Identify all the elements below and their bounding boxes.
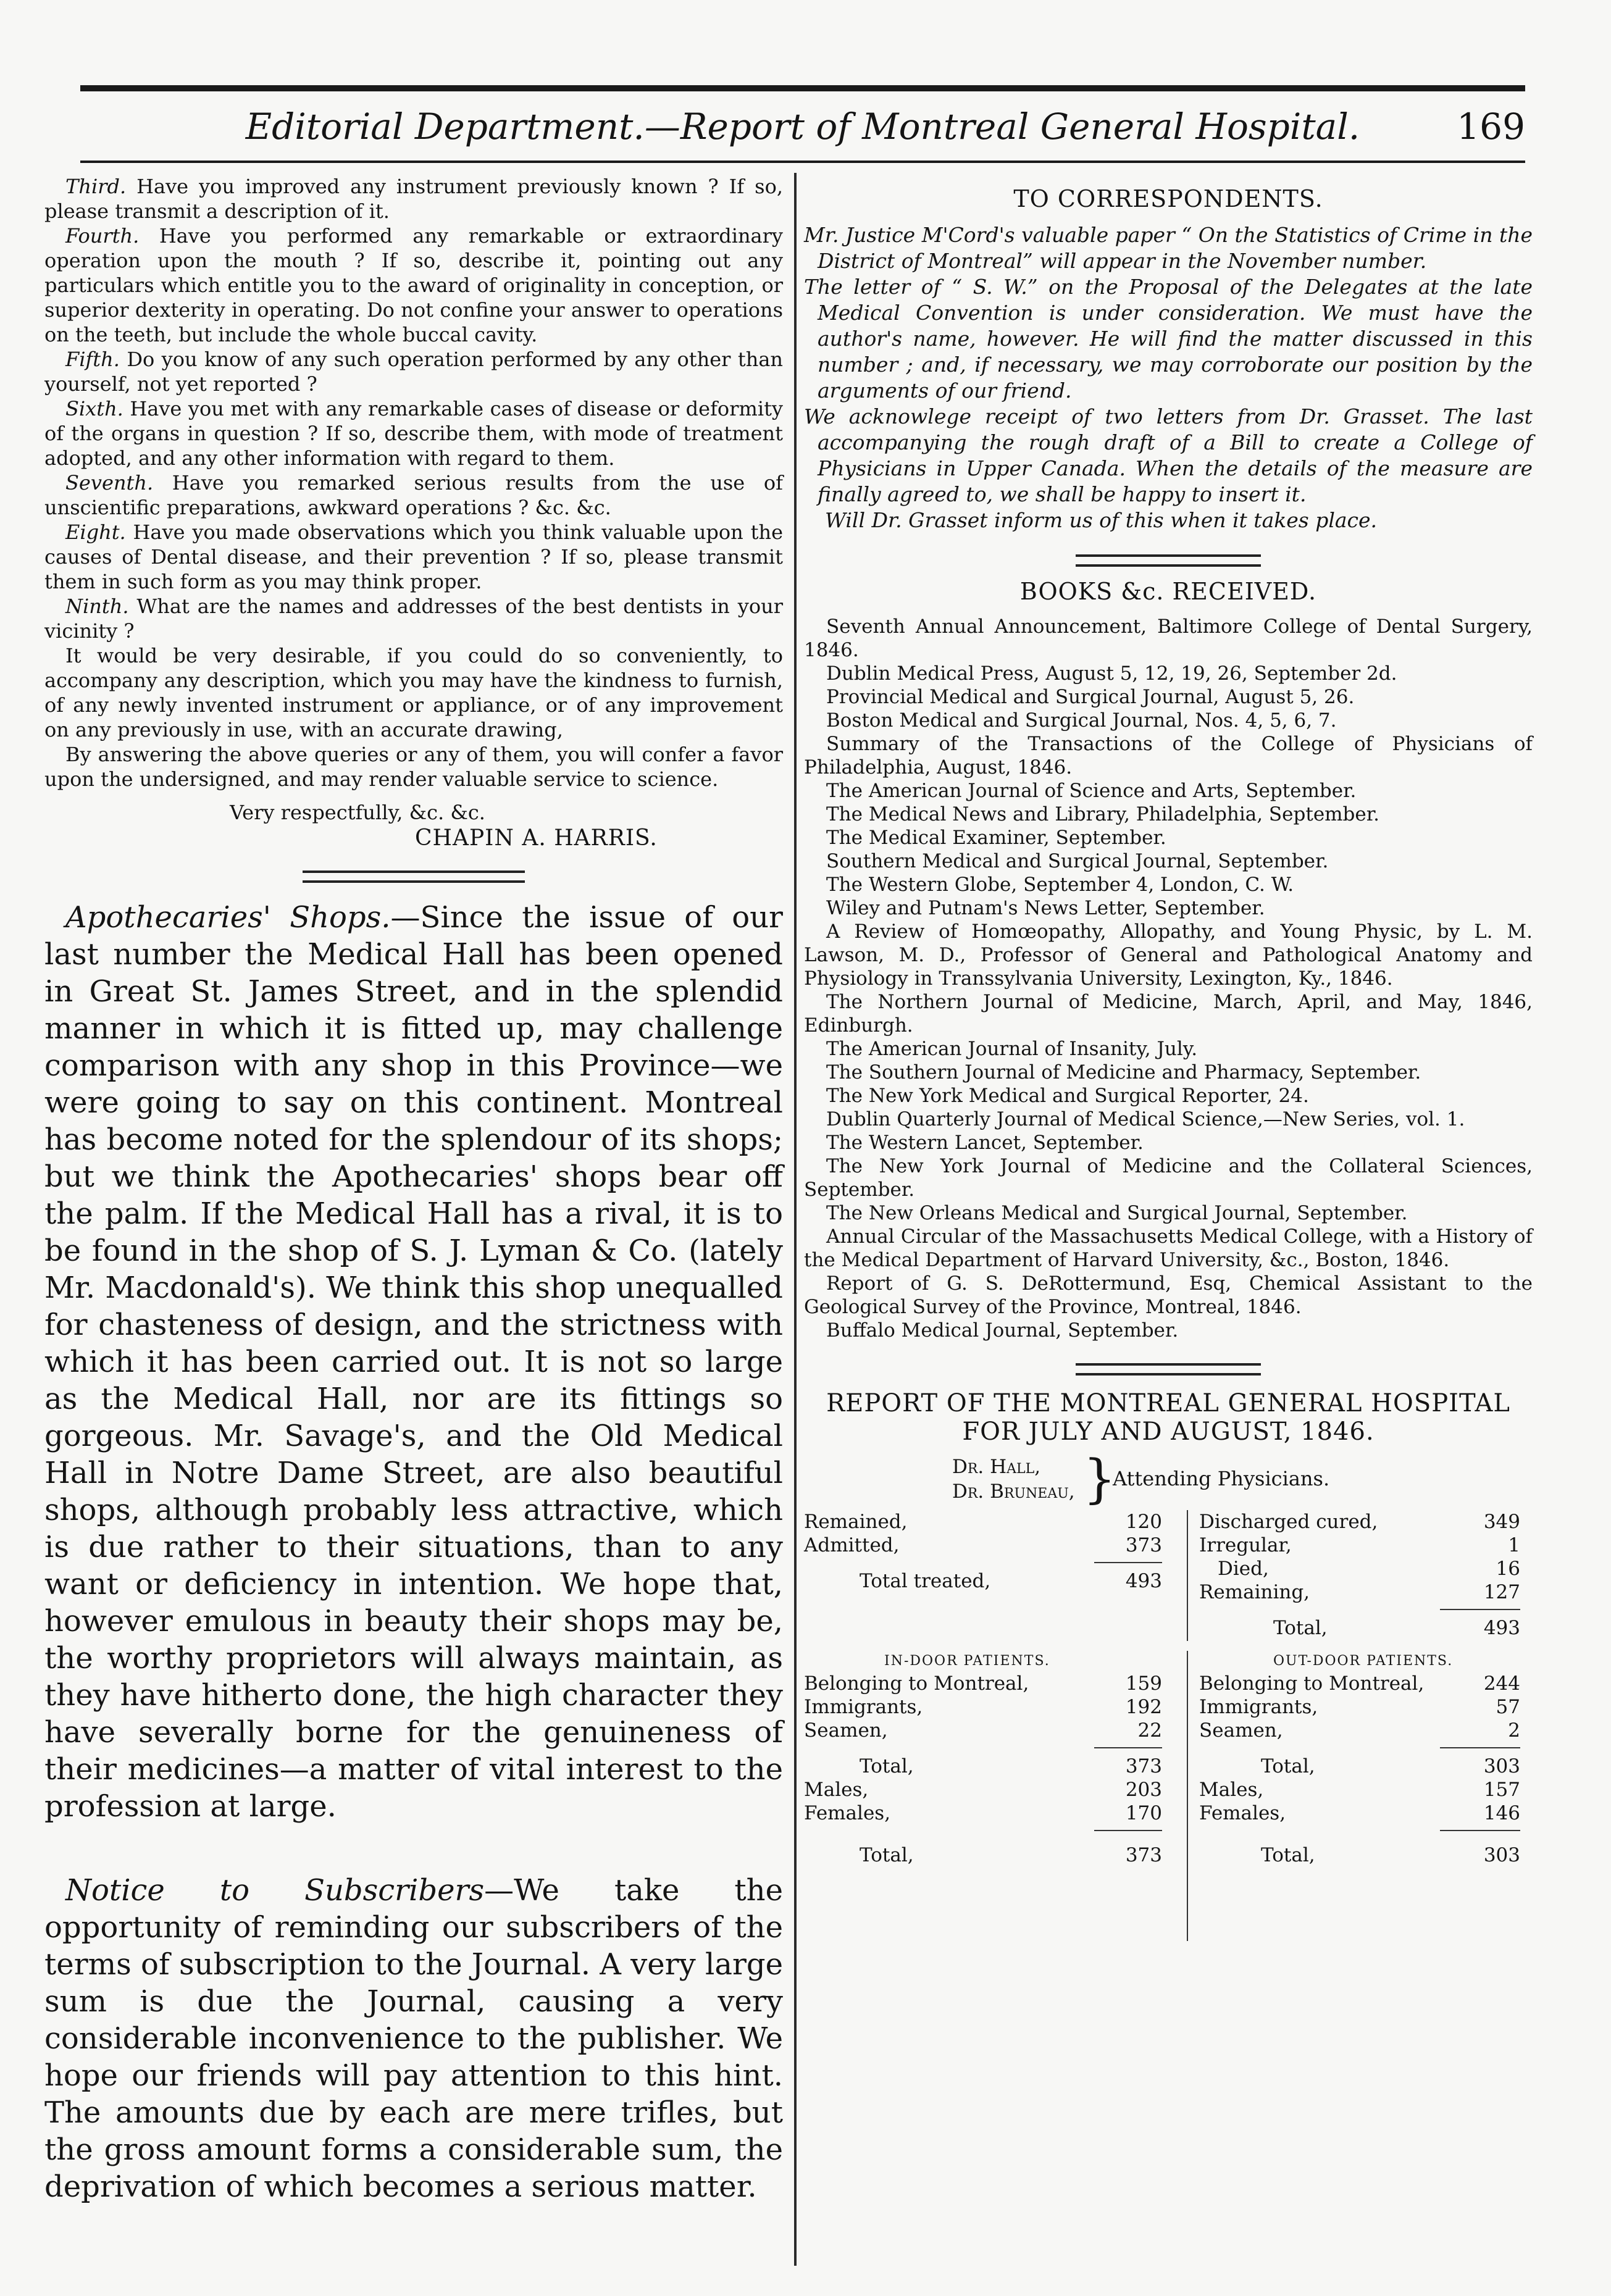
stat-row	[1199, 1778, 1533, 1801]
question-lead: Sixth.	[65, 397, 123, 420]
question-lead: Seventh.	[65, 471, 154, 495]
book-item: Seventh Annual Announcement, Baltimore College of Dental Surgery, 1846.	[804, 616, 1533, 661]
stat-value: 493	[1483, 1617, 1520, 1639]
book-item: The New York Medical and Surgical Reporter, 24.	[826, 1085, 1309, 1107]
question-text: What are the names and addresses of the best dentists in your vicinity ?	[44, 595, 783, 643]
question-ninth	[44, 594, 783, 643]
stat-value: 349	[1483, 1511, 1520, 1533]
report-title-line-2: FOR JULY AND AUGUST, 1846.	[962, 1417, 1375, 1446]
stat-value: 373	[1125, 1755, 1162, 1777]
books-received-list	[804, 615, 1533, 1342]
stat-label: Males,	[1199, 1779, 1264, 1801]
stat-label: Irregular,	[1199, 1534, 1292, 1556]
book-item: The Western Globe, September 4, London, C. W.	[826, 874, 1294, 896]
book-item: Boston Medical and Surgical Journal, Nos. 4, 5, 6, 7.	[826, 709, 1337, 732]
stat-value: 203	[1125, 1779, 1162, 1801]
question-text: Have you made observations which you think valuable upon the causes of Dental disease, and their prevention ? If so, please transmit them in such form as you may think proper.	[44, 520, 783, 593]
book-item: Southern Medical and Surgical Journal, September.	[826, 850, 1329, 872]
book-item: Report of G. S. DeRottermund, Esq, Chemical Assistant to the Geological Survey of the Province, Montreal, 1846.	[804, 1272, 1533, 1318]
question-lead: Fifth.	[65, 348, 120, 371]
book-item: Summary of the Transactions of the College of Physicians of Philadelphia, August, 1846.	[804, 733, 1533, 779]
stat-row	[804, 1778, 1174, 1801]
stat-value: 157	[1483, 1779, 1520, 1801]
question-text: Have you remarked serious results from the use of unscientific preparations, awkward operations ? &c. &c.	[44, 471, 783, 519]
indoor-heading: IN-DOOR PATIENTS.	[884, 1653, 1050, 1669]
answering-request	[44, 742, 783, 791]
book-item: The American Journal of Science and Arts, September.	[826, 780, 1357, 802]
stat-value: 2	[1508, 1719, 1520, 1742]
question-lead: Eight.	[65, 520, 126, 544]
sum-rule	[1094, 1747, 1162, 1748]
stat-value: 120	[1125, 1511, 1162, 1533]
stat-value: 57	[1496, 1696, 1520, 1718]
book-item: A Review of Homœopathy, Allopathy, and Young Physic, by L. M. Lawson, M. D., Professor of General and Pathological Anatomy and Physiology in Transsylvania University, Lexington, Ky., 1846.	[804, 920, 1533, 990]
book-item: The Northern Journal of Medicine, March, April, and May, 1846, Edinburgh.	[804, 991, 1533, 1037]
stat-row	[804, 1719, 1174, 1742]
question-lead: Ninth.	[65, 595, 129, 618]
book-item: Provincial Medical and Surgical Journal, August 5, 26.	[826, 686, 1355, 708]
stat-total-row	[1199, 1755, 1533, 1778]
section-double-rule	[303, 870, 525, 883]
stat-row	[804, 1672, 1174, 1695]
book-item: Dublin Quarterly Journal of Medical Science,—New Series, vol. 1.	[826, 1108, 1465, 1130]
stat-row	[1199, 1719, 1533, 1742]
correspondents-notes	[804, 222, 1533, 533]
question-lead: Fourth.	[65, 224, 140, 248]
stat-value: 1	[1508, 1534, 1520, 1556]
books-title: BOOKS &c. RECEIVED.	[1019, 578, 1317, 605]
letter-closing: Very respectfully, &c. &c.	[230, 801, 485, 824]
stat-label: Total,	[1261, 1844, 1315, 1866]
stat-label: Total,	[860, 1844, 914, 1866]
hospital-report-title	[804, 1389, 1533, 1446]
stat-value: 493	[1125, 1570, 1162, 1592]
correspondent-note: The letter of “ S. W.” on the Proposal of the Delegates at the late Medical Convention is under consideration. We must have the author's name, however. He will find the matter discussed in this number ; and, if necessary, we may corroborate our position by the arguments of our friend.	[804, 275, 1533, 403]
questionnaire	[44, 174, 783, 791]
apothecaries-paragraph	[44, 899, 783, 1825]
question-text: Have you met with any remarkable cases of disease or deformity of the organs in question ? If so, describe them, with mode of treatment adopted, and any other information with regard to them.	[44, 397, 783, 470]
physician-hall: Dr. Hall,	[952, 1456, 1041, 1478]
physician-bruneau: Dr. Bruneau,	[952, 1480, 1075, 1503]
stat-label: Total,	[1261, 1755, 1315, 1777]
stat-total-row	[1199, 1843, 1533, 1867]
page-number: 169	[1457, 106, 1525, 148]
stat-label: Females,	[1199, 1802, 1286, 1824]
stat-label: Discharged cured,	[1199, 1511, 1378, 1533]
stat-total-row	[804, 1569, 1174, 1593]
stat-label: Seamen,	[804, 1719, 888, 1742]
running-head	[80, 93, 1525, 161]
question-eight	[44, 520, 783, 594]
letter-signature: CHAPIN A. HARRIS.	[415, 825, 658, 851]
stat-row	[1199, 1557, 1533, 1580]
sum-rule	[1094, 1830, 1162, 1831]
sum-rule	[1440, 1830, 1520, 1831]
stat-row	[1199, 1801, 1533, 1825]
physician-role: Attending Physicians.	[1113, 1467, 1330, 1490]
stats-vertical-divider	[1187, 1651, 1188, 1941]
stat-value: 244	[1483, 1672, 1520, 1695]
left-column	[44, 174, 783, 2205]
stat-value: 146	[1483, 1802, 1520, 1824]
question-third	[44, 174, 783, 223]
stat-label: Admitted,	[804, 1534, 900, 1556]
stat-value: 373	[1125, 1844, 1162, 1866]
stat-value: 303	[1483, 1755, 1520, 1777]
question-text: It would be very desirable, if you could do so conveniently, to accompany any description, which you may have the kindness to furnish, of any newly invented instrument or appliance, or of any improvement on any previously in use, with an accurate drawing,	[44, 644, 783, 741]
stat-value: 303	[1483, 1844, 1520, 1866]
correspondents-title: TO CORRESPONDENTS.	[1013, 185, 1323, 212]
stat-row	[1199, 1695, 1533, 1719]
question-text: Have you performed any remarkable or extraordinary operation upon the mouth ? If so, describe it, pointing out any particulars which entitle you to the award of originality in conception, or superior dexterity in operating. Do not confine your answer to operations on the teeth, but include the whole buccal cavity.	[44, 224, 783, 346]
stat-total-row	[804, 1843, 1174, 1867]
stat-row	[804, 1534, 1174, 1557]
physician-names	[952, 1455, 1075, 1504]
stat-total-row	[804, 1755, 1174, 1778]
question-lead: Third.	[65, 175, 127, 198]
book-item: Annual Circular of the Massachusetts Medical College, with a History of the Medical Department of Harvard University, &c., Boston, 1846.	[804, 1225, 1533, 1271]
book-item: The Medical News and Library, Philadelphia, September.	[826, 803, 1380, 825]
column-divider	[794, 173, 797, 2266]
stat-row	[1199, 1672, 1533, 1695]
stat-value: 159	[1125, 1672, 1162, 1695]
question-text: By answering the above queries or any of them, you will confer a favor upon the undersigned, and may render valuable service to science.	[44, 743, 783, 791]
notice-heading: Notice to Subscribers	[65, 1873, 485, 1908]
question-sixth	[44, 396, 783, 470]
stat-row	[804, 1801, 1174, 1825]
top-rule	[80, 85, 1525, 91]
question-text: Have you improved any instrument previously known ? If so, please transmit a description of it.	[44, 175, 783, 223]
book-item: The Medical Examiner, September.	[826, 827, 1166, 849]
book-item: Wiley and Putnam's News Letter, September.	[826, 897, 1265, 919]
book-item: The Western Lancet, September.	[826, 1132, 1144, 1154]
attending-physicians	[804, 1448, 1533, 1510]
stat-total-row	[1199, 1616, 1533, 1640]
stat-label: Total treated,	[860, 1570, 991, 1592]
question-text: Do you know of any such operation performed by any other than yourself, not yet reported ?	[44, 348, 783, 396]
header-rule	[80, 161, 1525, 163]
notice-paragraph	[44, 1872, 783, 2205]
book-item: The American Journal of Insanity, July.	[826, 1038, 1198, 1060]
stat-row	[1199, 1510, 1533, 1534]
stat-label: Belonging to Montreal,	[1199, 1672, 1425, 1695]
correspondent-note: Mr. Justice M'Cord's valuable paper “ On the Statistics of Crime in the District of Montreal” will appear in the November number.	[804, 223, 1533, 273]
stat-label: Total,	[860, 1755, 914, 1777]
sum-rule	[1440, 1609, 1520, 1610]
book-item: Dublin Medical Press, August 5, 12, 19, 26, September 2d.	[826, 662, 1397, 685]
notice-article	[44, 1872, 783, 2205]
book-item: Buffalo Medical Journal, September.	[826, 1319, 1179, 1342]
book-item: The New Orleans Medical and Surgical Journal, September.	[826, 1202, 1408, 1224]
stat-label: Remaining,	[1199, 1581, 1310, 1603]
drawing-request	[44, 643, 783, 742]
notice-text: —We take the opportunity of reminding our subscribers of the terms of subscription to the Journal. A very large sum is due the Journal, causing a very considerable inconvenience to the publisher. We hope our friends will pay attention to this hint. The amounts due by each are mere trifles, but the gross amount forms a considerable sum, the deprivation of which becomes a serious matter.	[44, 1873, 784, 2204]
question-seventh	[44, 470, 783, 520]
stat-row	[1199, 1580, 1533, 1604]
stat-label: Belonging to Montreal,	[804, 1672, 1029, 1695]
report-title-line-1: REPORT OF THE MONTREAL GENERAL HOSPITAL	[826, 1389, 1510, 1417]
section-double-rule	[1076, 1363, 1261, 1376]
stat-value: 22	[1137, 1719, 1162, 1742]
section-double-rule	[1076, 554, 1261, 567]
sum-rule	[1094, 1562, 1162, 1563]
sum-rule	[1440, 1747, 1520, 1748]
stat-row	[804, 1695, 1174, 1719]
correspondent-note: We acknowlege receipt of two letters from Dr. Grasset. The last accompanying the rough draft of a Bill to create a College of Physicians in Upper Canada. When the details of the measure are finally agreed to, we shall be happy to insert it.	[804, 404, 1533, 506]
stat-label: Males,	[804, 1779, 869, 1801]
stat-row	[1199, 1534, 1533, 1557]
outdoor-heading: OUT-DOOR PATIENTS.	[1273, 1653, 1454, 1669]
apothecaries-heading: Apothecaries' Shops.	[65, 900, 391, 935]
running-title: Editorial Department.—Report of Montreal General Hospital.	[245, 106, 1360, 148]
stat-label: Died,	[1218, 1558, 1269, 1580]
book-item: The New York Journal of Medicine and the Collateral Sciences, September.	[804, 1155, 1533, 1201]
apothecaries-article	[44, 899, 783, 1825]
question-fifth	[44, 347, 783, 396]
stat-label: Total,	[1273, 1617, 1328, 1639]
stats-vertical-divider	[1187, 1510, 1188, 1641]
correspondent-note: Will Dr. Grasset inform us of this when it takes place.	[825, 508, 1378, 532]
stat-label: Immigrants,	[804, 1696, 923, 1718]
stat-value: 16	[1496, 1558, 1520, 1580]
stat-value: 373	[1125, 1534, 1162, 1556]
stat-value: 127	[1483, 1581, 1520, 1603]
book-item: The Southern Journal of Medicine and Pharmacy, September.	[826, 1061, 1421, 1083]
right-column	[804, 174, 1533, 2066]
question-fourth	[44, 223, 783, 347]
hospital-statistics	[804, 1510, 1533, 2066]
brace-glyph: }	[1083, 1448, 1116, 1509]
stat-label: Remained,	[804, 1511, 908, 1533]
stat-label: Immigrants,	[1199, 1696, 1318, 1718]
apothecaries-text: —Since the issue of our last number the Medical Hall has been opened in Great St. James Street, and in the splendid manner in which it is fitted up, may challenge comparison with any shop in this Province—we were going to say on this continent. Montreal has become noted for the splendour of its shops; but we think the Apothecaries' shops bear off the palm. If the Medical Hall has a rival, it is to be found in the shop of S. J. Lyman & Co. (lately Mr. Macdonald's). We think this shop unequalled for chasteness of design, and the strictness with which it has been carried out. It is not so large as the Medical Hall, nor are its fittings so gorgeous. Mr. Savage's, and the Old Medical Hall in Notre Dame Street, are also beautiful shops, although probably less attractive, which is due rather to their situations, than to any want or deficiency in intention. We hope that, however emulous in beauty their shops may be, the worthy proprietors will always maintain, as they have hitherto done, the high character they have severally borne for the genuineness of their medicines—a matter of vital interest to the profession at large.	[44, 900, 784, 1824]
stat-label: Seamen,	[1199, 1719, 1283, 1742]
stat-label: Females,	[804, 1802, 891, 1824]
stat-value: 170	[1125, 1802, 1162, 1824]
stat-row	[804, 1510, 1174, 1534]
stat-value: 192	[1125, 1696, 1162, 1718]
